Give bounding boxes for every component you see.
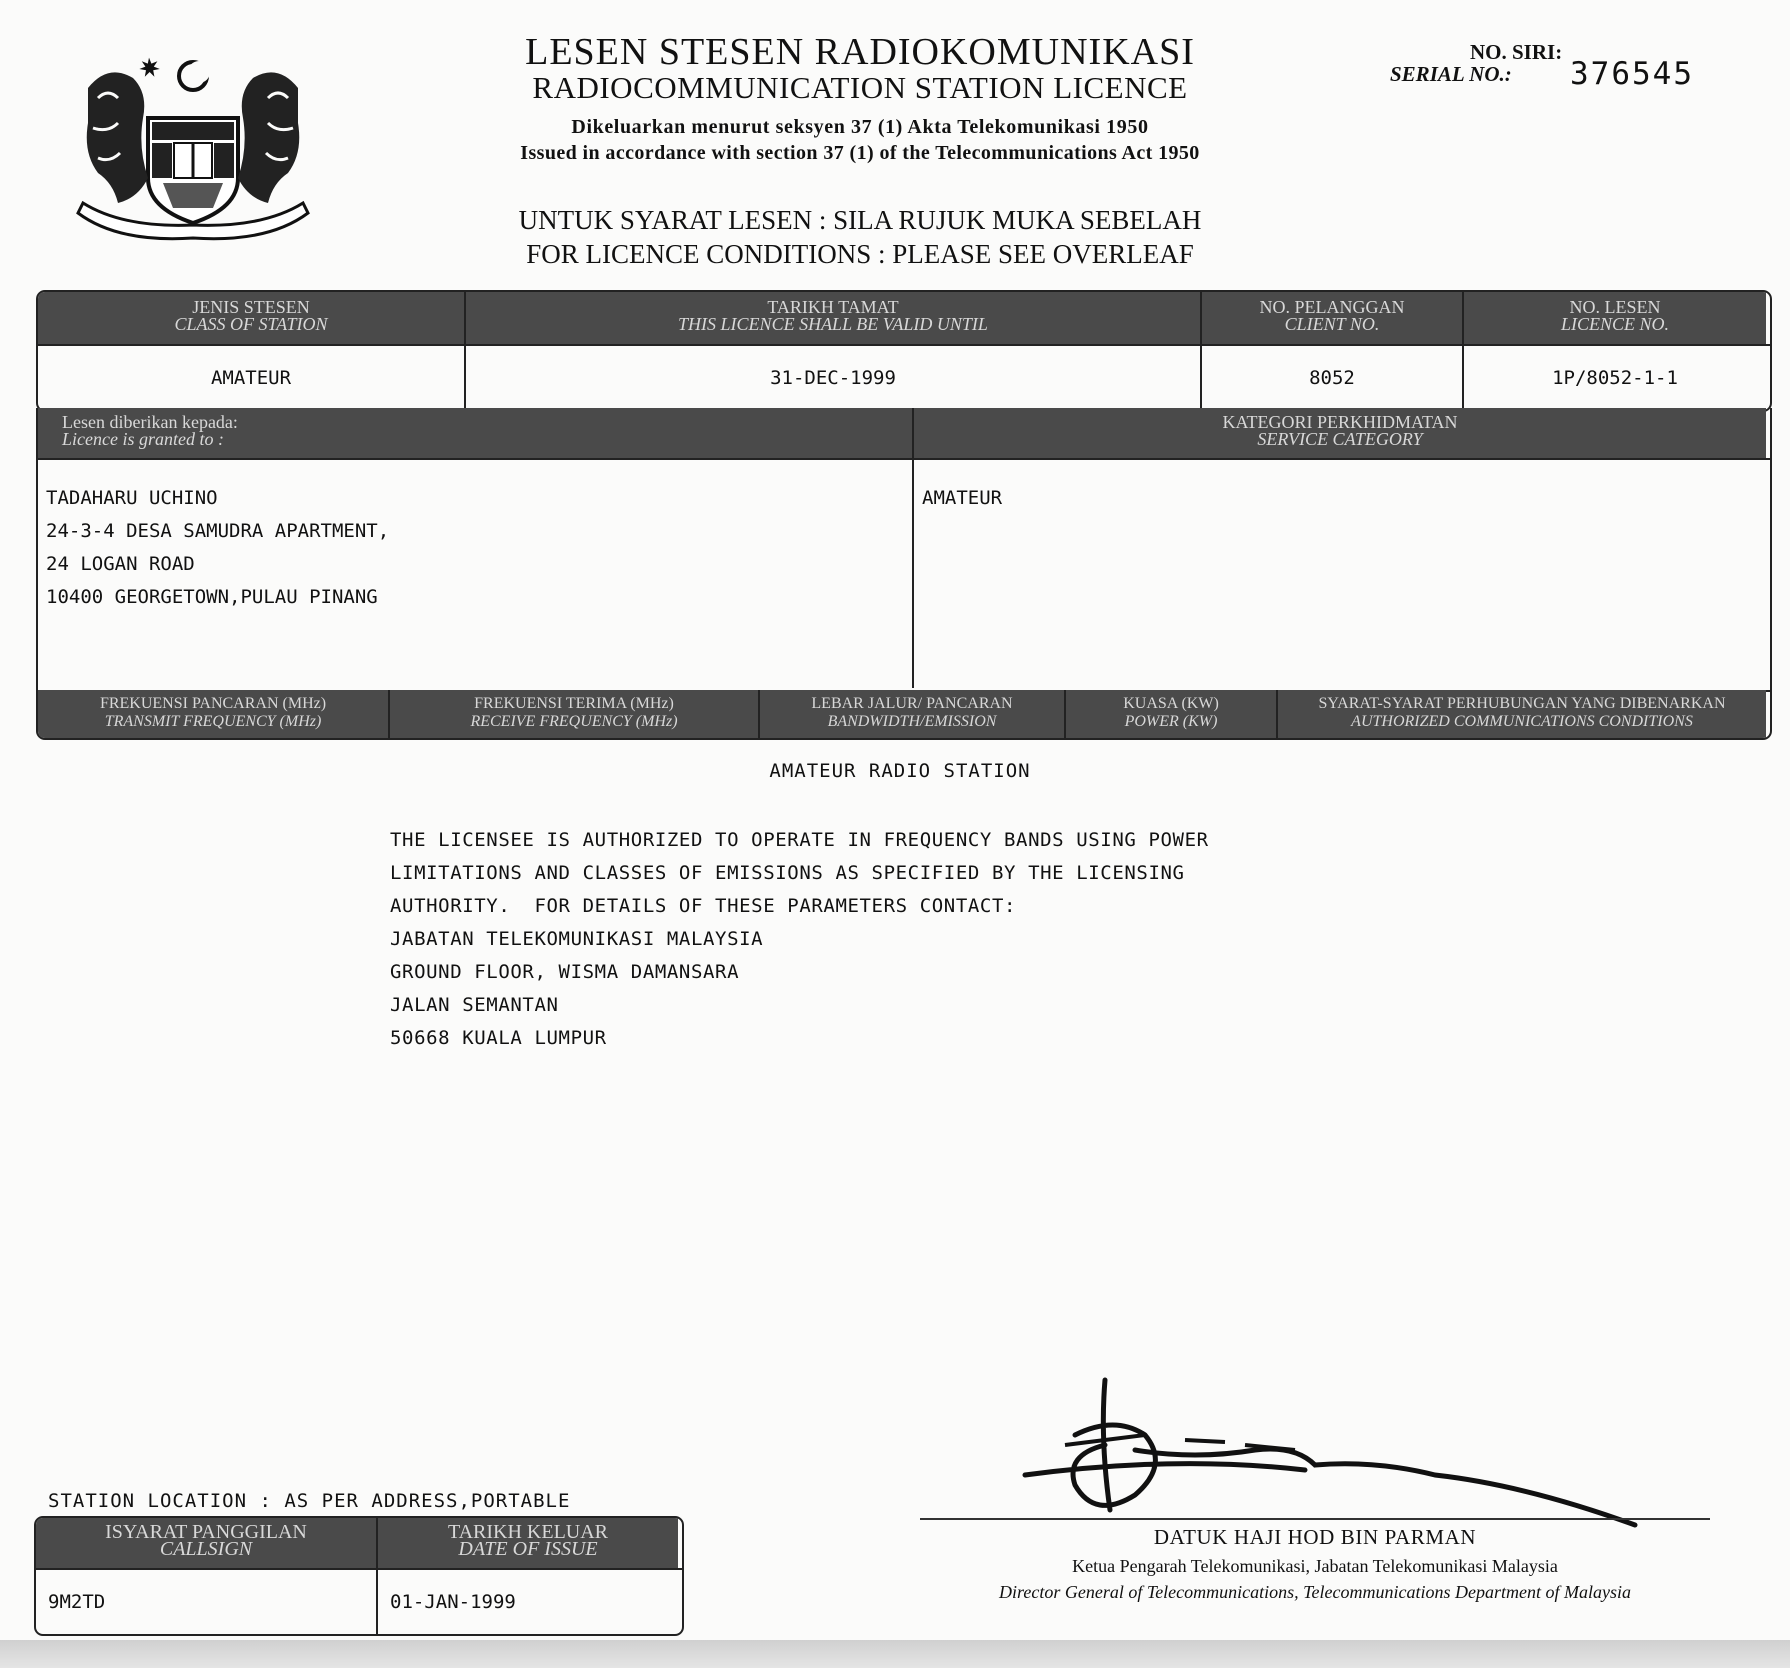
- header-bandwidth-emission: LEBAR JALUR/ PANCARAN BANDWIDTH/EMISSION: [760, 690, 1066, 738]
- title-malay: LESEN STESEN RADIOKOMUNIKASI: [525, 31, 1195, 73]
- licensee-body-row: [38, 460, 1770, 688]
- header-power: KUASA (KW) POWER (KW): [1066, 690, 1278, 738]
- conditions-note-english: FOR LICENCE CONDITIONS : PLEASE SEE OVERLEAF: [526, 239, 1194, 269]
- authorization-line: JALAN SEMANTAN: [390, 994, 559, 1016]
- authorization-line: THE LICENSEE IS AUTHORIZED TO OPERATE IN FREQUENCY BANDS USING POWER: [390, 829, 1209, 851]
- licensee-header-row: [38, 408, 1770, 460]
- serial-number-block: [1390, 40, 1720, 100]
- header-valid-until: TARIKH TAMAT THIS LICENCE SHALL BE VALID UNTIL: [466, 292, 1202, 344]
- header-authorized-conditions: SYARAT-SYARAT PERHUBUNGAN YANG DIBENARKAN AUTHORIZED COMMUNICATIONS CONDITIONS: [1278, 690, 1766, 738]
- header-receive-frequency: FREKUENSI TERIMA (MHz) RECEIVE FREQUENCY (MHz): [390, 690, 760, 738]
- callsign-header-row: [36, 1518, 682, 1570]
- signer-name: DATUK HAJI HOD BIN PARMAN: [1153, 1525, 1477, 1549]
- station-location: STATION LOCATION : AS PER ADDRESS,PORTABLE: [48, 1490, 571, 1512]
- licence-details-table: [36, 290, 1772, 412]
- serial-label-english: SERIAL NO.:: [1390, 62, 1512, 86]
- serial-number-value: 376545: [1570, 56, 1694, 92]
- licence-details-value-row: [38, 346, 1770, 410]
- address-line: 24 LOGAN ROAD: [46, 553, 195, 575]
- licence-details-header-row: [38, 292, 1770, 346]
- header-service-category: KATEGORI PERKHIDMATAN SERVICE CATEGORY: [914, 408, 1766, 458]
- issued-under-english: Issued in accordance with section 37 (1) of the Telecommunications Act 1950: [520, 142, 1200, 164]
- address-line: 24-3-4 DESA SAMUDRA APARTMENT,: [46, 520, 390, 542]
- address-line: 10400 GEORGETOWN,PULAU PINANG: [46, 586, 378, 608]
- class-of-station-value: AMATEUR: [38, 346, 466, 410]
- licensee-table: [36, 408, 1772, 692]
- authorization-line: 50668 KUALA LUMPUR: [390, 1027, 607, 1049]
- signer-title-english: Director General of Telecommunications, Telecommunications Department of Malaysia: [999, 1582, 1631, 1602]
- issued-under-malay: Dikeluarkan menurut seksyen 37 (1) Akta Telekomunikasi 1950: [571, 116, 1149, 138]
- signature-image: [1005, 1375, 1665, 1530]
- callsign-table: [34, 1516, 684, 1636]
- header-granted-to: Lesen diberikan kepada: Licence is granted to :: [38, 408, 914, 458]
- licence-no-value: 1P/8052-1-1: [1552, 367, 1678, 389]
- authorization-text: [390, 824, 1209, 1055]
- header-callsign: ISYARAT PANGGILAN CALLSIGN: [36, 1518, 378, 1568]
- address-line: TADAHARU UCHINO: [46, 487, 218, 509]
- frequency-header-table: [36, 690, 1772, 740]
- coat-of-arms-icon: [68, 48, 318, 248]
- callsign-value: 9M2TD: [36, 1570, 378, 1634]
- service-category-value: AMATEUR: [922, 487, 1003, 509]
- header-date-of-issue: TARIKH KELUAR DATE OF ISSUE: [378, 1518, 678, 1568]
- client-no-value: 8052: [1202, 346, 1464, 410]
- header-client-no: NO. PELANGGAN CLIENT NO.: [1202, 292, 1464, 344]
- scan-edge: [0, 1640, 1790, 1668]
- header-licence-no: NO. LESEN LICENCE NO.: [1464, 292, 1766, 344]
- date-of-issue-value: 01-JAN-1999: [390, 1591, 516, 1613]
- signer-title-malay: Ketua Pengarah Telekomunikasi, Jabatan Telekomunikasi Malaysia: [1072, 1556, 1558, 1576]
- authorization-line: LIMITATIONS AND CLASSES OF EMISSIONS AS SPECIFIED BY THE LICENSING: [390, 862, 1185, 884]
- authorization-line: JABATAN TELEKOMUNIKASI MALAYSIA: [390, 928, 764, 950]
- authorization-line: AUTHORITY. FOR DETAILS OF THESE PARAMETERS CONTACT:: [390, 895, 1017, 917]
- signature-line: [920, 1518, 1710, 1520]
- header-transmit-frequency: FREKUENSI PANCARAN (MHz) TRANSMIT FREQUENCY (MHz): [38, 690, 390, 738]
- licensee-address: [38, 460, 914, 688]
- authorization-line: GROUND FLOOR, WISMA DAMANSARA: [390, 961, 740, 983]
- title-english: RADIOCOMMUNICATION STATION LICENCE: [532, 70, 1188, 105]
- conditions-note-malay: UNTUK SYARAT LESEN : SILA RUJUK MUKA SEBELAH: [518, 205, 1202, 235]
- serial-label-malay: NO. SIRI:: [1470, 40, 1563, 64]
- valid-until-value: 31-DEC-1999: [466, 346, 1202, 410]
- header-class-of-station: JENIS STESEN CLASS OF STATION: [38, 292, 466, 344]
- station-type-heading: AMATEUR RADIO STATION: [769, 760, 1031, 782]
- callsign-value-row: [36, 1570, 682, 1634]
